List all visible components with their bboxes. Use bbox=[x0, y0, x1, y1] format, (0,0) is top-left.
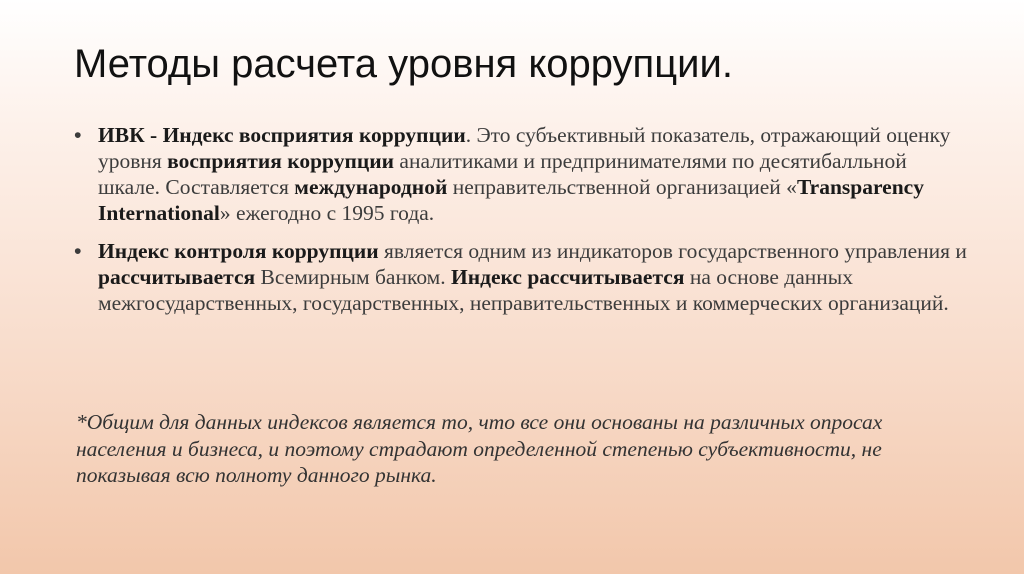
footnote: *Общим для данных индексов является то, что все они основаны на различных опросах населения и бизнеса, и поэтому страдают определенной степенью субъективности, не показывая всю полноту данного рынка. bbox=[76, 410, 883, 487]
bullet-text-segment: » ежегодно с 1995 года. bbox=[219, 201, 435, 225]
slide-title: Методы расчета уровня коррупции. bbox=[74, 42, 733, 86]
bullet-marker: • bbox=[74, 123, 82, 147]
bullet-text-segment: Индекс контроля коррупции bbox=[98, 239, 379, 263]
bullet-text-segment: Всемирным банком. bbox=[255, 265, 452, 289]
bullet-text-segment: международной bbox=[294, 175, 448, 199]
bullet-text-segment: . Это субъективный показатель, отражающий оценку уровня bbox=[98, 123, 951, 173]
bullet-text-segment: Индекс рассчитывается bbox=[451, 265, 685, 289]
bullet-text-segment: является одним из индикаторов государственного управления и bbox=[378, 239, 967, 263]
bullet-item-ivk bbox=[74, 122, 974, 226]
bullet-text-segment: Transparency International bbox=[98, 175, 924, 225]
bullet-text-segment: неправительственной организацией « bbox=[447, 175, 797, 199]
bullet-item-control-index bbox=[74, 238, 974, 316]
bullet-text-segment: ИВК - Индекс восприятия коррупции bbox=[98, 123, 466, 147]
bullet-text-segment: рассчитывается bbox=[98, 265, 256, 289]
bullet-marker: • bbox=[74, 239, 82, 263]
bullet-list bbox=[74, 122, 974, 328]
bullet-text-segment: на основе данных межгосударственных, государственных, неправительственных и коммерческих организаций. bbox=[98, 265, 949, 315]
bullet-text-segment: аналитиками и предпринимателями по десятибалльной шкале. Составляется bbox=[98, 149, 907, 199]
bullet-text-segment: восприятия коррупции bbox=[167, 149, 395, 173]
